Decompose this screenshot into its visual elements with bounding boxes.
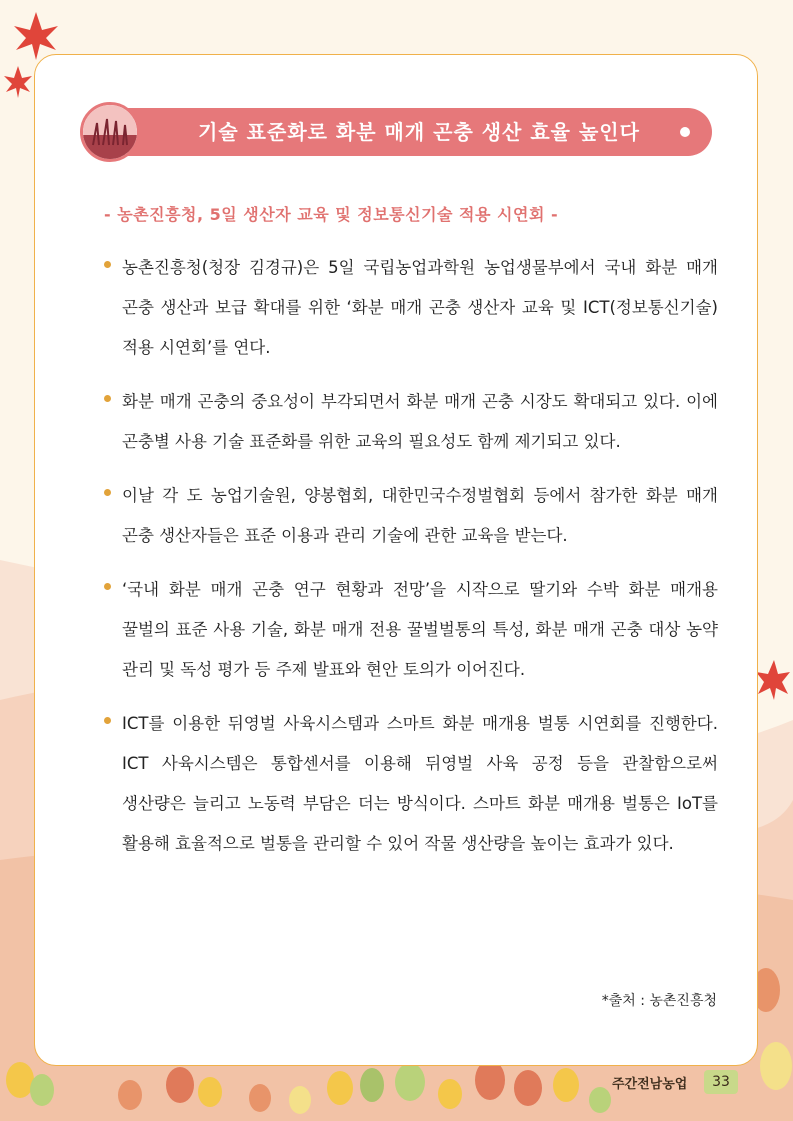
- list-item: [104, 476, 718, 556]
- bullet-dot-icon: [104, 489, 111, 496]
- maple-leaf-icon: [14, 12, 58, 60]
- grass-field-icon: [80, 102, 140, 162]
- source-credit: *출처 : 농촌진흥청: [601, 993, 717, 1009]
- bullet-dot-icon: [104, 583, 111, 590]
- bullet-dot-icon: [104, 261, 111, 268]
- publication-name: 주간전남농업: [612, 1077, 688, 1092]
- list-item-text: ‘국내 화분 매개 곤충 연구 현황과 전망’을 시작으로 딸기와 수박 화분 매개용 꿀벌의 표준 사용 기술, 화분 매개 전용 꿀벌벌통의 특성, 화분 매개 곤충 대상 농약 관리 및 독성 평가 등 주제 발표와 현안 토의가 이어진다.: [122, 580, 718, 679]
- list-item: [104, 382, 718, 462]
- dot-icon: [680, 127, 690, 137]
- bullet-dot-icon: [104, 395, 111, 402]
- list-item: [104, 704, 718, 864]
- list-item-text: 화분 매개 곤충의 중요성이 부각되면서 화분 매개 곤충 시장도 확대되고 있다. 이에 곤충별 사용 기술 표준화를 위한 교육의 필요성도 함께 제기되고 있다.: [122, 392, 718, 451]
- page-number: 33: [704, 1070, 738, 1094]
- list-item: [104, 570, 718, 690]
- page-title: 기술 표준화로 화분 매개 곤충 생산 효율 높인다: [198, 120, 640, 144]
- bullet-list: [104, 248, 718, 878]
- title-banner: [96, 108, 712, 156]
- maple-leaf-icon: [4, 66, 32, 98]
- list-item-text: ICT를 이용한 뒤영벌 사육시스템과 스마트 화분 매개용 벌통 시연회를 진행한다. ICT 사육시스템은 통합센서를 이용해 뒤영벌 사육 공정 등을 관찰함으로써 생산량은 늘리고 노동력 부담은 더는 방식이다. 스마트 화분 매개용 벌통은 IoT를 활용해 효율적으로 벌통을 관리할 수 있어 작물 생산량을 높이는 효과가 있다.: [122, 714, 718, 853]
- list-item-text: 농촌진흥청(청장 김경규)은 5일 국립농업과학원 농업생물부에서 국내 화분 매개 곤충 생산과 보급 확대를 위한 ‘화분 매개 곤충 생산자 교육 및 ICT(정보통신기술) 적용 시연회’를 연다.: [122, 258, 718, 357]
- maple-leaf-icon: [756, 660, 790, 700]
- list-item: [104, 248, 718, 368]
- bullet-dot-icon: [104, 717, 111, 724]
- subtitle: - 농촌진흥청, 5일 생산자 교육 및 정보통신기술 적용 시연회 -: [104, 205, 559, 224]
- list-item-text: 이날 각 도 농업기술원, 양봉협회, 대한민국수정벌협회 등에서 참가한 화분 매개 곤충 생산자들은 표준 이용과 관리 기술에 관한 교육을 받는다.: [122, 486, 718, 545]
